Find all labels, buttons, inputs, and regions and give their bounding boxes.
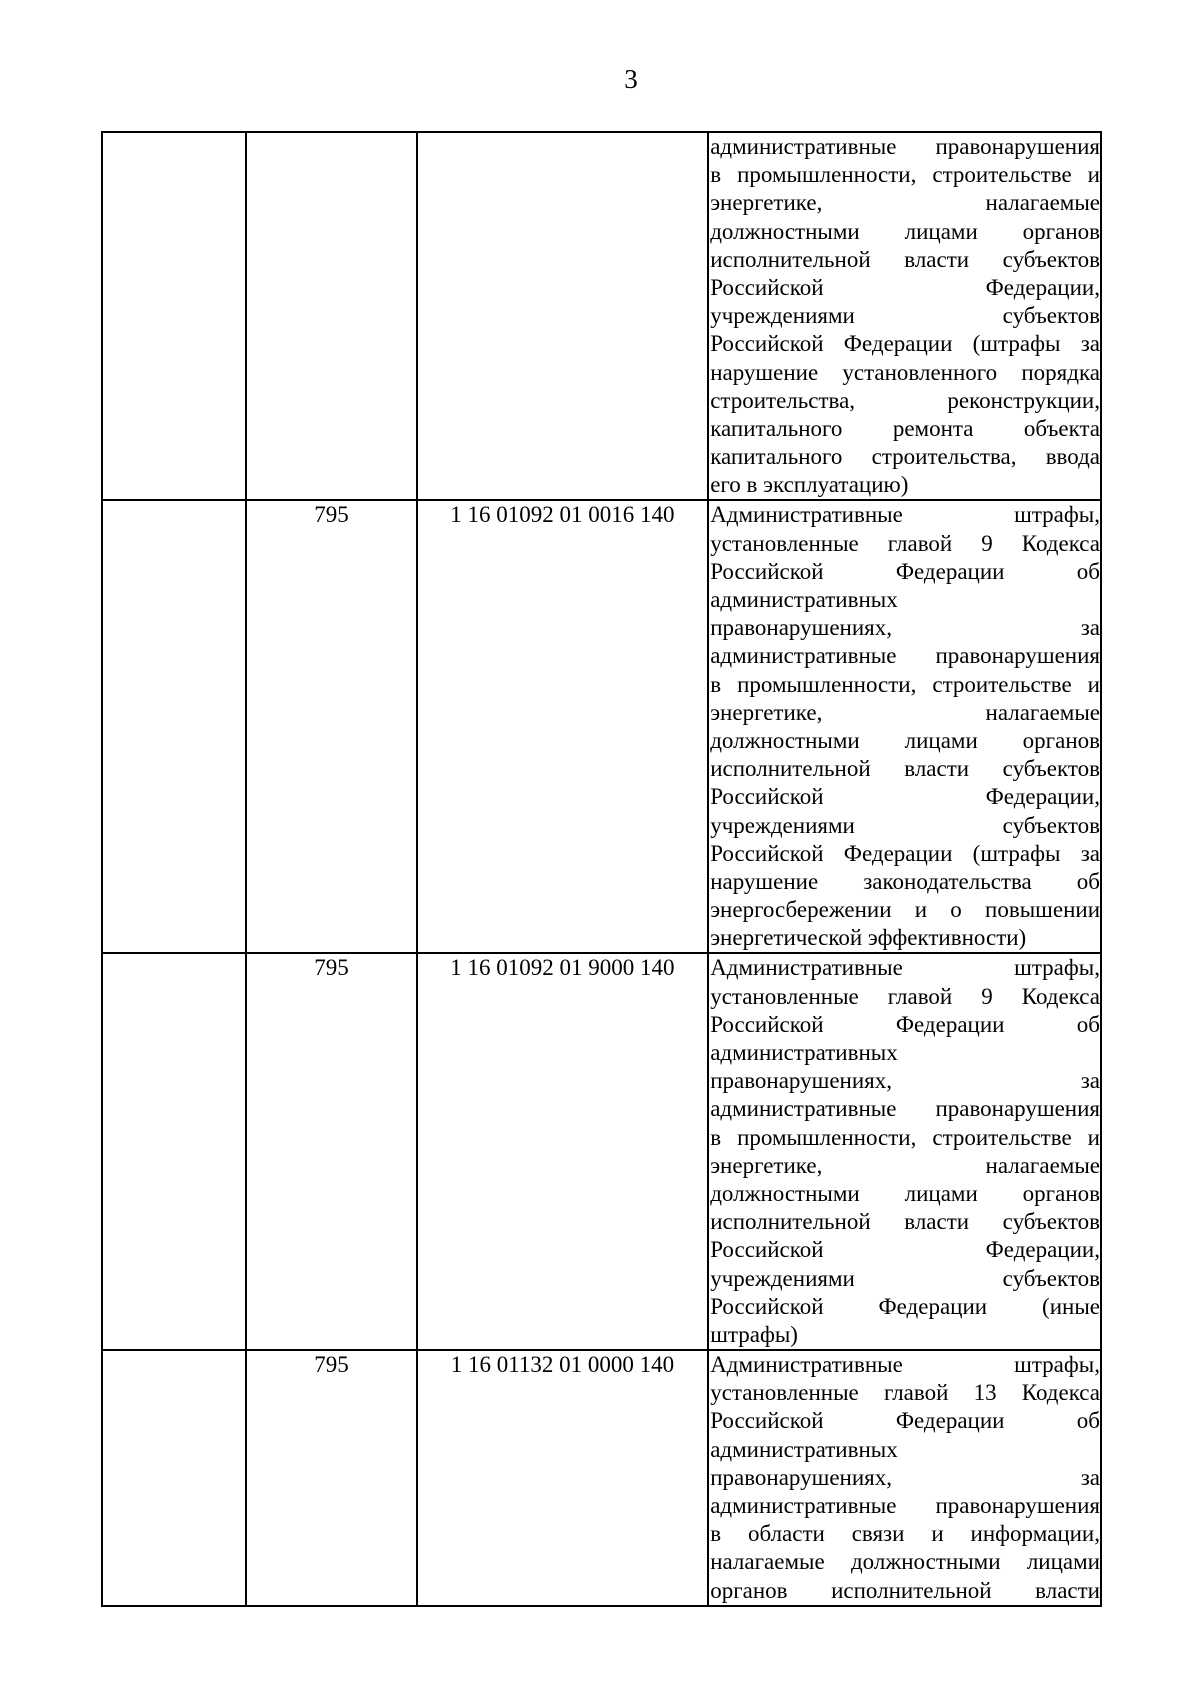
- admin-code-cell: 795: [246, 1350, 416, 1606]
- description-line: в промышленности, строительстве и: [710, 671, 1100, 697]
- empty-cell: [102, 1350, 246, 1606]
- description-line: административные правонарушения: [710, 1096, 1100, 1122]
- admin-code-cell: 795: [246, 500, 416, 953]
- description-line: органов исполнительной власти: [710, 1577, 1100, 1603]
- description-line: исполнительной власти субъектов: [710, 756, 1100, 782]
- empty-cell: [102, 953, 246, 1350]
- description-line: строительства, реконструкции,: [710, 387, 1100, 413]
- description-line: правонарушениях, за: [710, 1464, 1100, 1490]
- income-description-cell: [708, 132, 1101, 500]
- income-description-cell: [708, 500, 1101, 953]
- description-line: штрафы): [710, 1321, 798, 1347]
- admin-code-cell: [246, 132, 416, 500]
- description-line: правонарушениях, за: [710, 1068, 1100, 1094]
- description-line: должностными лицами органов: [710, 1180, 1100, 1206]
- description-line: энергетике, налагаемые: [710, 1152, 1100, 1178]
- table-row: [102, 1350, 1101, 1606]
- description-line: Российской Федерации (штрафы за: [710, 840, 1100, 866]
- description-line: административных: [710, 587, 898, 612]
- description-line: энергетике, налагаемые: [710, 190, 1100, 216]
- description-line: административных: [710, 1040, 898, 1065]
- description-line: административные правонарушения: [710, 1493, 1100, 1518]
- description-line: правонарушениях, за: [710, 615, 1100, 641]
- description-line: должностными лицами органов: [710, 727, 1100, 753]
- description-line: энергетической эффективности): [710, 925, 1027, 951]
- budget-classification-code-cell: [417, 132, 709, 500]
- description-line: исполнительной власти субъектов: [710, 246, 1100, 272]
- table-row: [102, 132, 1101, 500]
- budget-classification-code-cell: 1 16 01092 01 0016 140: [417, 500, 709, 953]
- description-line: учреждениями субъектов: [710, 1265, 1100, 1291]
- admin-code-cell: 795: [246, 953, 416, 1350]
- description-line: в области связи и информации,: [710, 1521, 1100, 1547]
- description-line: административные правонарушения: [710, 643, 1100, 669]
- description-line: учреждениями субъектов: [710, 812, 1100, 838]
- description-line: налагаемые должностными лицами: [710, 1549, 1100, 1575]
- description-line: должностными лицами органов: [710, 218, 1100, 244]
- description-line: энергосбережении и о повышении: [710, 897, 1100, 923]
- budget-classification-code-cell: 1 16 01092 01 9000 140: [417, 953, 709, 1350]
- description-line: Российской Федерации об: [710, 1408, 1100, 1434]
- budget-classification-code-cell: 1 16 01132 01 0000 140: [417, 1350, 709, 1606]
- page-number: 3: [624, 64, 638, 94]
- description-line: установленные главой 9 Кодекса: [710, 983, 1100, 1009]
- empty-cell: [102, 132, 246, 500]
- description-line: энергетике, налагаемые: [710, 699, 1100, 725]
- description-line: Российской Федерации об: [710, 558, 1100, 584]
- description-line: в промышленности, строительстве и: [710, 162, 1100, 188]
- description-line: Российской Федерации,: [710, 1237, 1100, 1263]
- description-line: установленные главой 13 Кодекса: [710, 1380, 1100, 1406]
- table-row: [102, 500, 1101, 953]
- description-line: Российской Федерации,: [710, 784, 1100, 810]
- description-line: Административные штрафы,: [710, 1352, 1100, 1378]
- description-line: административных: [710, 1436, 898, 1462]
- description-line: учреждениями субъектов: [710, 303, 1100, 329]
- description-line: его в эксплуатацию): [710, 472, 909, 498]
- description-line: Российской Федерации,: [710, 274, 1100, 300]
- description-line: капитального ремонта объекта: [710, 415, 1100, 441]
- income-description-cell: [708, 1350, 1101, 1606]
- description-line: нарушение законодательства об: [710, 868, 1100, 894]
- description-line: в промышленности, строительстве и: [710, 1124, 1100, 1150]
- description-line: Российской Федерации (иные: [710, 1293, 1100, 1319]
- description-line: Российской Федерации (штрафы за: [710, 331, 1100, 357]
- description-line: Российской Федерации об: [710, 1011, 1100, 1037]
- description-line: нарушение установленного порядка: [710, 359, 1100, 385]
- budget-code-table: [101, 131, 1102, 1607]
- income-description-cell: [708, 953, 1101, 1350]
- table-row: [102, 953, 1101, 1350]
- description-line: исполнительной власти субъектов: [710, 1209, 1100, 1235]
- description-line: установленные главой 9 Кодекса: [710, 530, 1100, 556]
- description-line: капитального строительства, ввода: [710, 444, 1100, 470]
- description-line: административные правонарушения: [710, 134, 1100, 159]
- empty-cell: [102, 500, 246, 953]
- description-line: Административные штрафы,: [710, 502, 1100, 528]
- description-line: Административные штрафы,: [710, 955, 1100, 981]
